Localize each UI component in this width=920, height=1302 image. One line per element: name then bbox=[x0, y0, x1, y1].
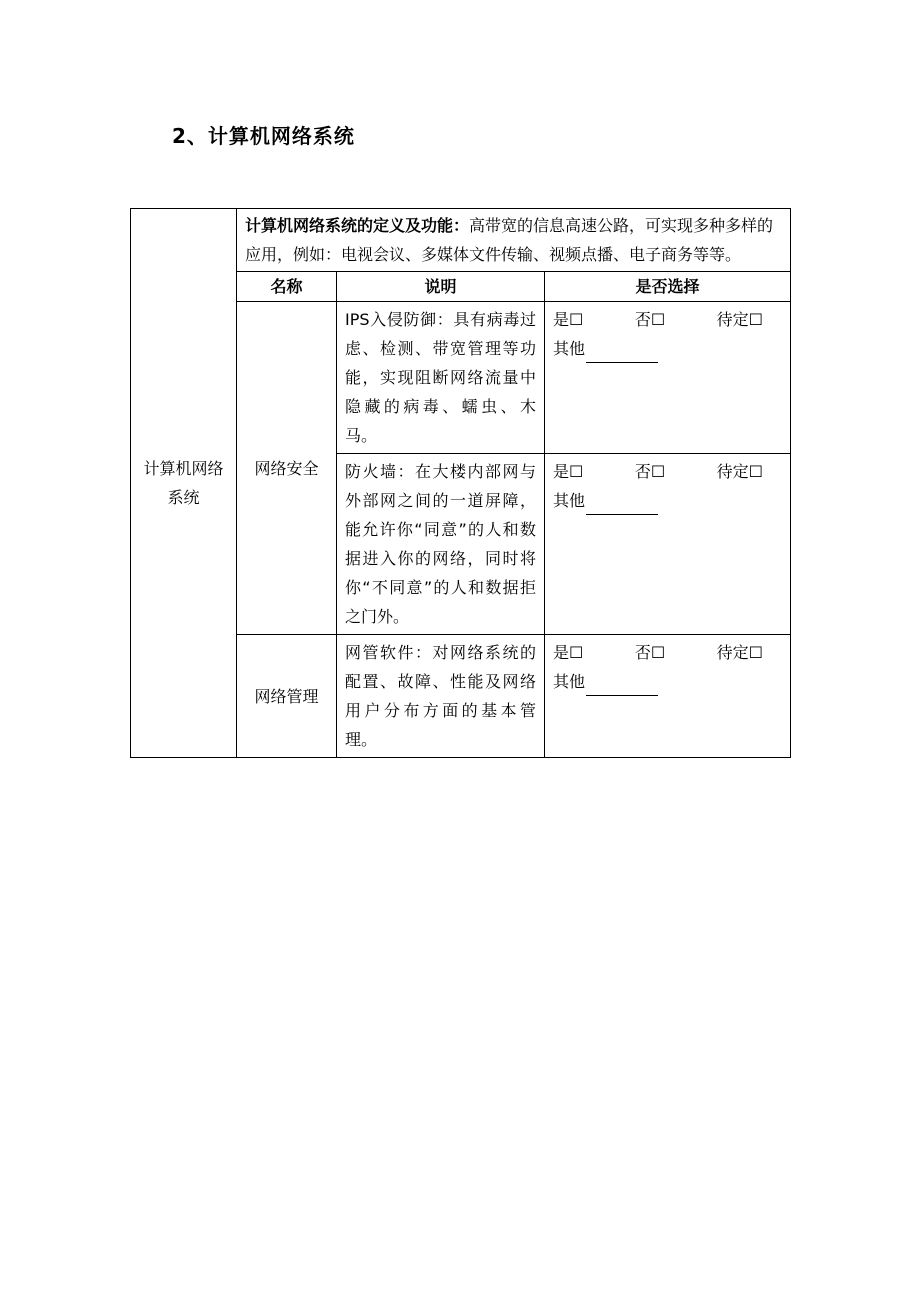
yes-checkbox[interactable]: 是☐ bbox=[553, 643, 584, 662]
definition-label: 计算机网络系统的定义及功能： bbox=[245, 216, 470, 235]
other-input[interactable] bbox=[586, 342, 658, 363]
no-checkbox[interactable]: 否☐ bbox=[634, 643, 666, 662]
network-system-table bbox=[130, 208, 791, 758]
item-desc-ips: IPS入侵防御：具有病毒过虑、检测、带宽管理等功能，实现阻断网络流量中隐藏的病毒、蠕虫、木马。 bbox=[337, 302, 545, 454]
yes-checkbox[interactable]: 是☐ bbox=[553, 310, 584, 329]
yes-checkbox[interactable]: 是☐ bbox=[553, 462, 584, 481]
other-label: 其他 bbox=[553, 339, 586, 358]
definition-text: 高带宽的信息高速公路，可实现多种多样的应用，例如：电视会议、多媒体文件传输、视频点播、电子商务等等。 bbox=[245, 216, 774, 264]
item-desc-nms: 网管软件：对网络系统的配置、故障、性能及网络用户分布方面的基本管理。 bbox=[337, 635, 545, 758]
other-label: 其他 bbox=[553, 491, 586, 510]
choice-cell-ips bbox=[545, 302, 791, 454]
section-heading: 2、计算机网络系统 bbox=[172, 124, 355, 148]
definition-cell bbox=[237, 209, 791, 272]
other-label: 其他 bbox=[553, 672, 586, 691]
choice-cell-firewall bbox=[545, 454, 791, 635]
header-name: 名称 bbox=[237, 272, 337, 302]
other-input[interactable] bbox=[586, 675, 658, 696]
pending-checkbox[interactable]: 待定☐ bbox=[716, 462, 763, 481]
system-name-cell: 计算机网络系统 bbox=[131, 209, 237, 758]
item-desc-firewall: 防火墙：在大楼内部网与外部网之间的一道屏障，能允许你“同意”的人和数据进入你的网络，同时将你“不同意”的人和数据拒之门外。 bbox=[337, 454, 545, 635]
pending-checkbox[interactable]: 待定☐ bbox=[716, 643, 763, 662]
header-desc: 说明 bbox=[337, 272, 545, 302]
definition-row bbox=[131, 209, 791, 272]
group-name-management: 网络管理 bbox=[237, 635, 337, 758]
group-name-security: 网络安全 bbox=[237, 302, 337, 635]
other-input[interactable] bbox=[586, 494, 658, 515]
pending-checkbox[interactable]: 待定☐ bbox=[716, 310, 763, 329]
no-checkbox[interactable]: 否☐ bbox=[634, 310, 666, 329]
no-checkbox[interactable]: 否☐ bbox=[634, 462, 666, 481]
header-select: 是否选择 bbox=[545, 272, 791, 302]
choice-cell-nms bbox=[545, 635, 791, 758]
